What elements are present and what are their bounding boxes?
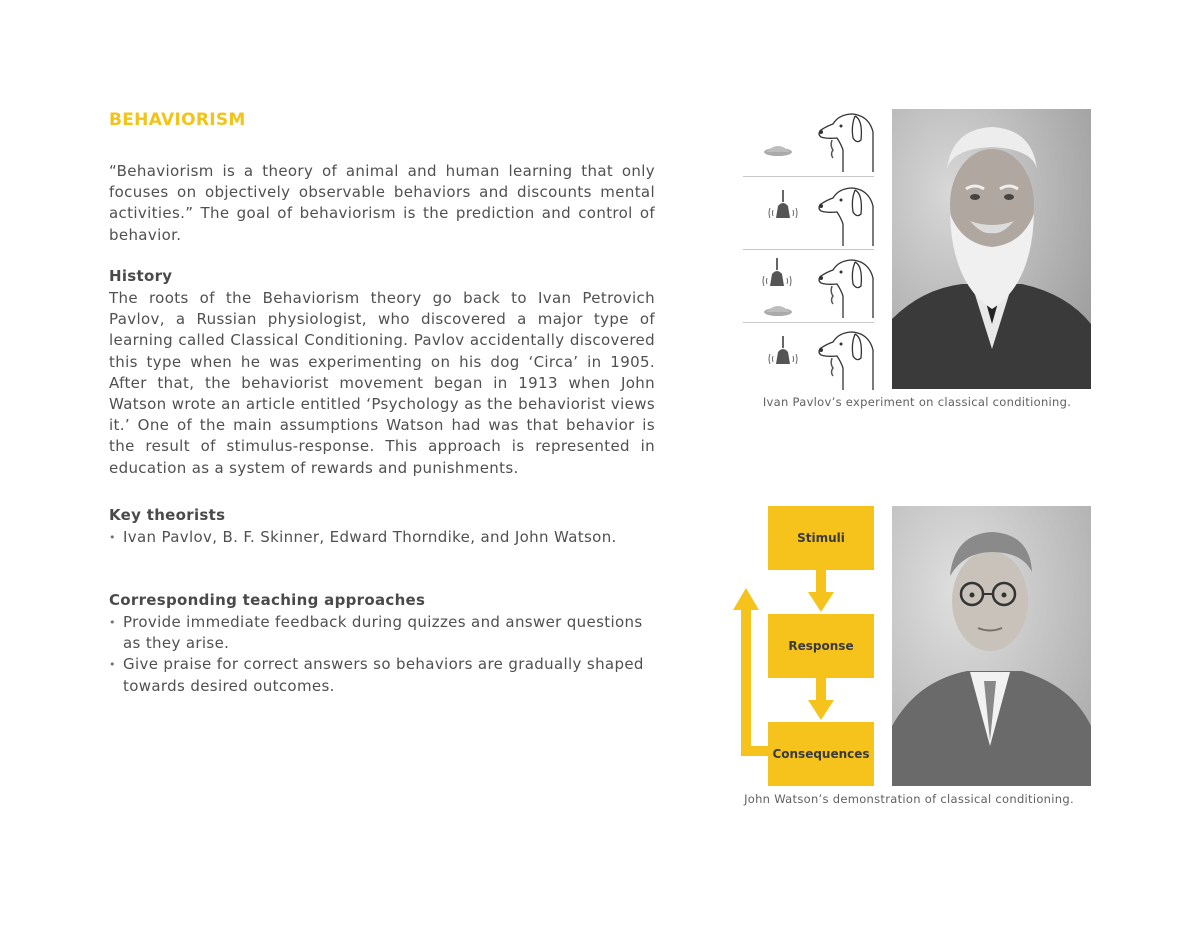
dog-head-icon [815,256,877,320]
dog-head-icon [815,110,877,174]
dog-head-icon [815,184,877,248]
drool-icon [828,358,840,380]
drool-icon [828,286,840,308]
intro-paragraph: “Behaviorism is a theory of animal and human learning that only focuses on objectively observable behaviors and discounts mental activities.” The goal of behaviorism is the prediction and control of behavior. [109,162,655,244]
food-bowl-icon [760,140,800,160]
consequences-box: Consequences [768,722,874,786]
bell-icon [768,334,802,370]
key-theorists-list [109,527,655,548]
figure-caption: Ivan Pavlov’s experiment on classical conditioning. [762,395,1072,409]
divider [743,322,874,323]
pavlov-portrait [892,109,1091,389]
teaching-list [109,612,655,697]
bell-icon [768,188,802,224]
bell-icon [762,256,796,292]
divider [743,176,874,177]
dog-head-icon [815,328,877,392]
divider [743,249,874,250]
list-item: • Provide immediate feedback during quizzes and answer questions as they arise. [109,612,655,654]
watson-portrait [892,506,1091,786]
page-title: BEHAVIORISM [109,110,246,130]
list-item: • Ivan Pavlov, B. F. Skinner, Edward Thorndike, and John Watson. [109,527,655,548]
figure-caption: John Watson’s demonstration of classical conditioning. [744,792,1074,806]
flow-arrows [733,570,843,770]
stimuli-box: Stimuli [768,506,874,570]
history-heading: History [109,267,173,285]
drool-icon [828,140,840,162]
list-item: • Give praise for correct answers so behaviors are gradually shaped towards desired outcomes. [109,654,655,696]
teaching-heading: Corresponding teaching approaches [109,591,426,609]
response-box: Response [768,614,874,678]
history-paragraph: The roots of the Behaviorism theory go back to Ivan Petrovich Pavlov, a Russian physiologist, who discovered a major type of learning called Classical Conditioning. Pavlov accidentally discovered this type when he was experimenting on his dog ‘Circa’ in 1905. After that, the behaviorist movement began in 1913 when John Watson wrote an article entitled ‘Psychology as the behaviorist views it.’ One of the main assumptions Watson had was that behavior is the result of stimulus-response. This approach is represented in education as a system of rewards and punishments. [109,289,655,477]
food-bowl-icon [760,300,800,320]
key-theorists-heading: Key theorists [109,506,226,524]
